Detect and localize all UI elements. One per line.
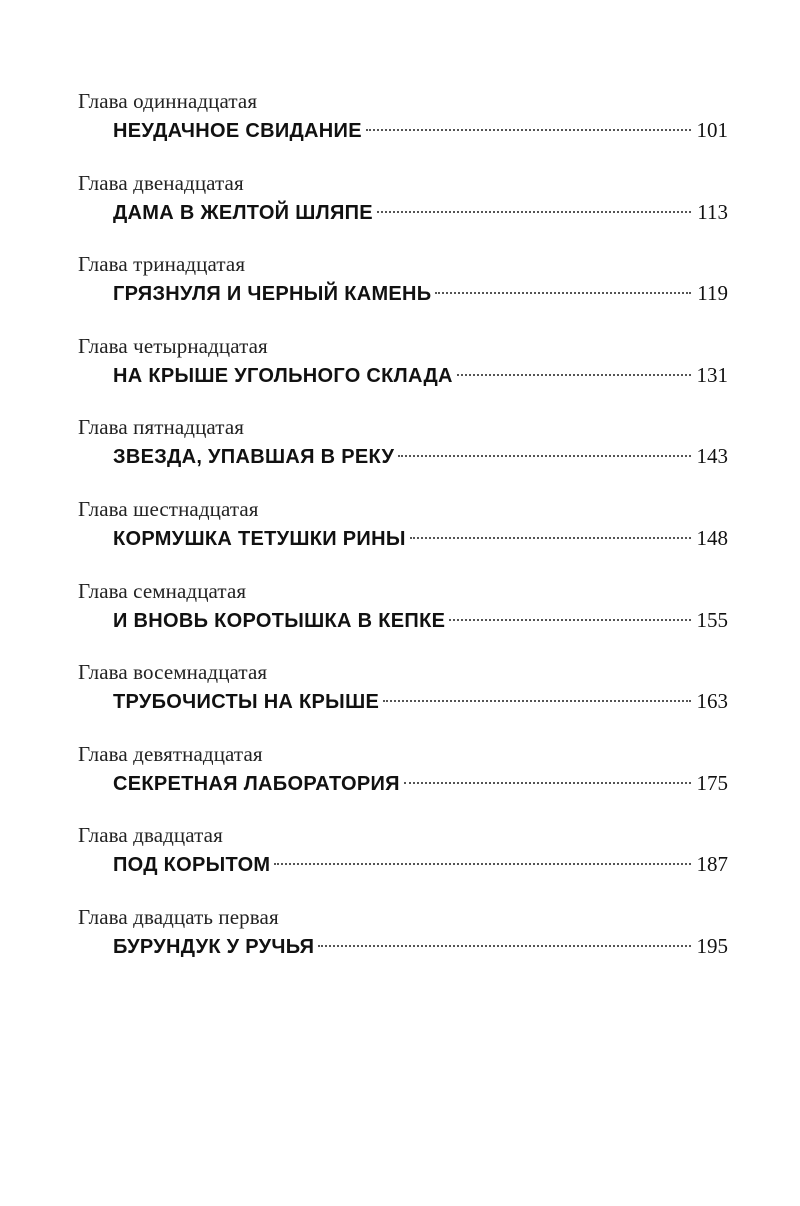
dot-leader (318, 945, 690, 947)
page-number: 148 (696, 525, 728, 550)
toc-entry[interactable] (78, 88, 728, 170)
toc-entry[interactable] (78, 659, 728, 741)
chapter-title: ТРУБОЧИСТЫ НА КРЫШЕ (113, 691, 380, 714)
chapter-label: Глава двадцать первая (78, 904, 279, 929)
chapter-title-line (113, 523, 728, 553)
dot-leader (404, 782, 691, 784)
chapter-label: Глава пятнадцатая (78, 415, 245, 440)
chapter-title-line (113, 605, 728, 635)
chapter-title-line (113, 197, 728, 227)
dot-leader (377, 211, 691, 213)
chapter-title-line (113, 931, 728, 961)
page-number: 155 (696, 607, 728, 632)
chapter-title-line (113, 441, 728, 471)
toc-entry[interactable] (78, 822, 728, 904)
chapter-label: Глава семнадцатая (78, 578, 247, 603)
page-number: 195 (696, 933, 728, 958)
chapter-title: КОРМУШКА ТЕТУШКИ РИНЫ (113, 527, 406, 550)
dot-leader (457, 374, 691, 376)
chapter-title: НЕУДАЧНОЕ СВИДАНИЕ (113, 120, 362, 142)
table-of-contents (78, 88, 728, 986)
toc-entry[interactable] (78, 251, 728, 333)
page-number: 101 (696, 118, 728, 142)
chapter-title: ЗВЕЗДА, УПАВШАЯ В РЕКУ (113, 446, 395, 469)
chapter-label: Глава двадцатая (78, 823, 223, 848)
dot-leader (410, 537, 691, 539)
chapter-title-line (113, 278, 728, 308)
page-number: 175 (696, 770, 728, 795)
chapter-title: ДАМА В ЖЕЛТОЙ ШЛЯПЕ (113, 201, 373, 224)
page-number: 131 (696, 362, 728, 387)
chapter-label: Глава девятнадцатая (78, 741, 263, 766)
chapter-title: НА КРЫШЕ УГОЛЬНОГО СКЛАДА (113, 364, 453, 387)
page-number: 187 (696, 852, 728, 877)
chapter-title: СЕКРЕТНАЯ ЛАБОРАТОРИЯ (113, 772, 400, 795)
toc-entry[interactable] (78, 578, 728, 660)
chapter-title-line (113, 686, 728, 716)
page-number: 143 (696, 444, 728, 469)
chapter-title: БУРУНДУК У РУЧЬЯ (113, 935, 315, 958)
chapter-title-line (113, 768, 728, 798)
toc-entry[interactable] (78, 741, 728, 823)
dot-leader (366, 129, 691, 131)
chapter-title-line (113, 360, 728, 390)
chapter-title-line (113, 115, 728, 145)
chapter-title-line (113, 849, 728, 879)
dot-leader (274, 863, 690, 865)
chapter-title: И ВНОВЬ КОРОТЫШКА В КЕПКЕ (113, 609, 446, 632)
toc-entry[interactable] (78, 170, 728, 252)
dot-leader (449, 619, 690, 621)
page-number: 163 (696, 689, 728, 714)
toc-entry[interactable] (78, 414, 728, 496)
dot-leader (398, 455, 690, 457)
chapter-title: ГРЯЗНУЛЯ И ЧЕРНЫЙ КАМЕНЬ (113, 283, 432, 306)
chapter-label: Глава одиннадцатая (78, 89, 258, 113)
page-number: 119 (697, 281, 728, 306)
chapter-label: Глава восемнадцатая (78, 660, 268, 685)
toc-entry[interactable] (78, 333, 728, 415)
chapter-label: Глава тринадцатая (78, 252, 246, 277)
dot-leader (383, 700, 690, 702)
dot-leader (435, 292, 691, 294)
chapter-label: Глава четырнадцатая (78, 333, 268, 358)
page-number: 113 (697, 199, 728, 224)
toc-entry[interactable] (78, 496, 728, 578)
toc-entry[interactable] (78, 904, 728, 986)
chapter-title: ПОД КОРЫТОМ (113, 854, 271, 877)
chapter-label: Глава шестнадцатая (78, 496, 259, 521)
chapter-label: Глава двенадцатая (78, 170, 244, 195)
